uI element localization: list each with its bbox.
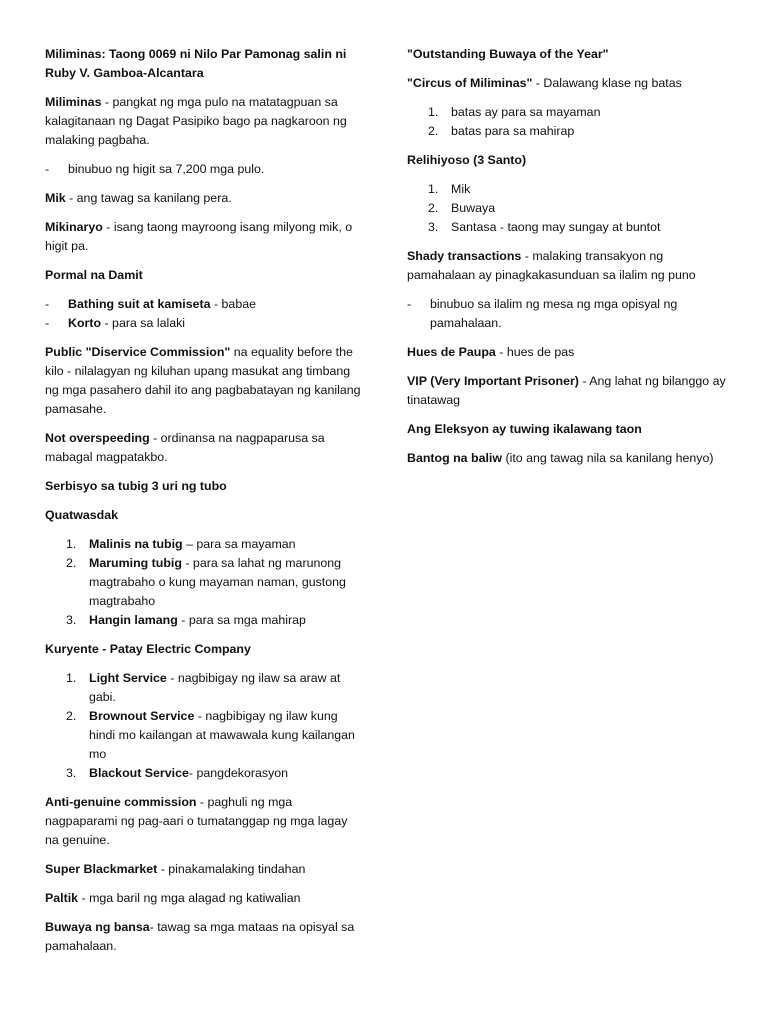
batas-list [407, 103, 727, 141]
list-number: 3. [66, 766, 77, 780]
term: Mikinaryo [45, 220, 103, 234]
vip-definition [407, 372, 727, 410]
description: - ang tawag sa kanilang pera. [65, 191, 232, 205]
list-item-text [89, 764, 363, 783]
description: - hues de pas [495, 345, 575, 359]
list-item-text: binubuo sa ilalim ng mesa ng mga opisyal ng pamahalaan. [430, 297, 678, 330]
term: Shady transactions [407, 249, 522, 263]
description: - nagbibigay ng ilaw sa araw at gabi. [89, 671, 341, 704]
right-column [407, 45, 727, 478]
list-item-text [68, 295, 363, 314]
description: - para sa lahat ng marunong magtrabaho o kung mayaman naman, gustong magtrabaho [89, 556, 346, 608]
list-number: 2. [428, 124, 439, 138]
list-item [407, 199, 727, 218]
paltik-definition [45, 889, 363, 908]
list-item-text [89, 669, 363, 707]
term: Maruming tubig [89, 556, 182, 570]
term: Not overspeeding [45, 431, 150, 445]
circus-definition [407, 74, 727, 93]
mikinaryo-definition [45, 218, 363, 256]
bullet-marker: - [407, 297, 412, 311]
term: Buwaya ng bansa [45, 920, 150, 934]
description: - pangdekorasyon [188, 766, 289, 780]
term: Miliminas [45, 95, 102, 109]
description: - babae [210, 297, 256, 311]
list-item [45, 669, 363, 707]
pormal-heading: Pormal na Damit [45, 268, 143, 282]
description: - para sa mga mahirap [177, 613, 306, 627]
mik-definition [45, 189, 363, 208]
kuryente-list [45, 669, 363, 783]
quatwasdak-heading: Quatwasdak [45, 508, 118, 522]
term: Korto [68, 316, 102, 330]
bullet-marker: - [45, 162, 50, 176]
miliminas-bullet-list [45, 160, 363, 179]
buwaya-bansa-definition [45, 918, 363, 956]
term: Hues de Paupa [407, 345, 496, 359]
list-item [45, 554, 363, 611]
term: Bantog na baliw [407, 451, 502, 465]
santo-list [407, 180, 727, 237]
left-column [45, 45, 363, 966]
list-item [407, 218, 727, 237]
term: Brownout Service [89, 709, 195, 723]
serbisyo-heading: Serbisyo sa tubig 3 uri ng tubo [45, 479, 227, 493]
description: - Dalawang klase ng batas [532, 76, 682, 90]
term: "Circus of Miliminas" [407, 76, 533, 90]
shady-definition [407, 247, 727, 285]
list-number: 1. [66, 671, 77, 685]
list-number: 1. [428, 182, 439, 196]
list-item-text: Buwaya [451, 201, 496, 215]
tubig-list [45, 535, 363, 630]
list-number: 1. [428, 105, 439, 119]
list-number: 1. [66, 537, 77, 551]
description: (ito ang tawag nila sa kanilang henyo) [502, 451, 714, 465]
list-item [45, 160, 363, 179]
description: - malaking transakyon ng pamahalaan ay pinagkakasunduan sa ilalim ng puno [407, 249, 696, 282]
description: – para sa mayaman [182, 537, 296, 551]
description: - tawag sa mga mataas na opisyal sa pamahalaan. [45, 920, 355, 953]
relihiyoso-heading: Relihiyoso (3 Santo) [407, 153, 527, 167]
description: - ordinansa na nagpaparusa sa mabagal magpatakbo. [45, 431, 325, 464]
list-item-text: Santasa - taong may sungay at buntot [451, 220, 661, 234]
term: Malinis na tubig [89, 537, 183, 551]
miliminas-definition [45, 93, 363, 150]
term: Anti-genuine commission [45, 795, 197, 809]
list-item-text: batas para sa mahirap [451, 124, 575, 138]
not-overspeeding-definition [45, 429, 363, 467]
description: - pinakamalaking tindahan [157, 862, 306, 876]
term: Bathing suit at kamiseta [68, 297, 211, 311]
description: - paghuli ng mga nagpaparami ng pag-aari o tumatanggap ng mga lagay na genuine. [45, 795, 348, 847]
list-item [45, 535, 363, 554]
list-item [45, 314, 363, 333]
list-item-text [89, 554, 363, 611]
pormal-list [45, 295, 363, 333]
list-number: 2. [66, 556, 77, 570]
public-diservice-definition [45, 343, 363, 419]
hues-definition [407, 343, 727, 362]
list-item [45, 611, 363, 630]
outstanding-heading: "Outstanding Buwaya of the Year" [407, 47, 609, 61]
description: - para sa lalaki [101, 316, 186, 330]
list-item-text [89, 707, 363, 764]
bantog-definition [407, 449, 727, 468]
list-number: 2. [428, 201, 439, 215]
term: Light Service [89, 671, 167, 685]
term: Blackout Service [89, 766, 189, 780]
list-item-text [89, 535, 363, 554]
term: VIP (Very Important Prisoner) [407, 374, 579, 388]
shady-bullet-list [407, 295, 727, 333]
list-item [407, 103, 727, 122]
term: Mik [45, 191, 66, 205]
list-item-text: binubuo ng higit sa 7,200 mga pulo. [68, 162, 265, 176]
term: Paltik [45, 891, 79, 905]
list-item [407, 122, 727, 141]
description: - pangkat ng mga pulo na matatagpuan sa kalagitanaan ng Dagat Pasipiko bago pa nagkaroon ng malaking pagbaha. [45, 95, 347, 147]
list-item-text [68, 314, 363, 333]
eleksyon-heading: Ang Eleksyon ay tuwing ikalawang taon [407, 422, 642, 436]
bullet-marker: - [45, 297, 50, 311]
list-number: 2. [66, 709, 77, 723]
term: Public "Diservice Commission" [45, 345, 231, 359]
document-title: Miliminas: Taong 0069 ni Nilo Par Pamonag salin ni Ruby V. Gamboa-Alcantara [45, 47, 347, 80]
description: na equality before the kilo - nilalagyan ng kiluhan upang masukat ang timbang ng mga pasahero dahil ito ang pagbabatayan ng kanilang pamasahe. [45, 345, 361, 416]
bullet-marker: - [45, 316, 50, 330]
term: Super Blackmarket [45, 862, 158, 876]
list-item-text: Mik [451, 182, 471, 196]
list-item [45, 707, 363, 764]
super-blackmarket-definition [45, 860, 363, 879]
list-item [45, 295, 363, 314]
list-item-text: batas ay para sa mayaman [451, 105, 601, 119]
description: - mga baril ng mga alagad ng katiwalian [78, 891, 301, 905]
list-item [407, 295, 727, 333]
term: Hangin lamang [89, 613, 178, 627]
description: - Ang lahat ng bilanggo ay tinatawag [407, 374, 726, 407]
anti-genuine-definition [45, 793, 363, 850]
kuryente-heading: Kuryente - Patay Electric Company [45, 642, 251, 656]
list-item-text [89, 611, 363, 630]
list-number: 3. [66, 613, 77, 627]
list-item [45, 764, 363, 783]
list-item [407, 180, 727, 199]
description: - isang taong mayroong isang milyong mik, o higit pa. [45, 220, 353, 253]
description: - nagbibigay ng ilaw kung hindi mo kailangan at mawawala kung kailangan mo [89, 709, 355, 761]
list-number: 3. [428, 220, 439, 234]
